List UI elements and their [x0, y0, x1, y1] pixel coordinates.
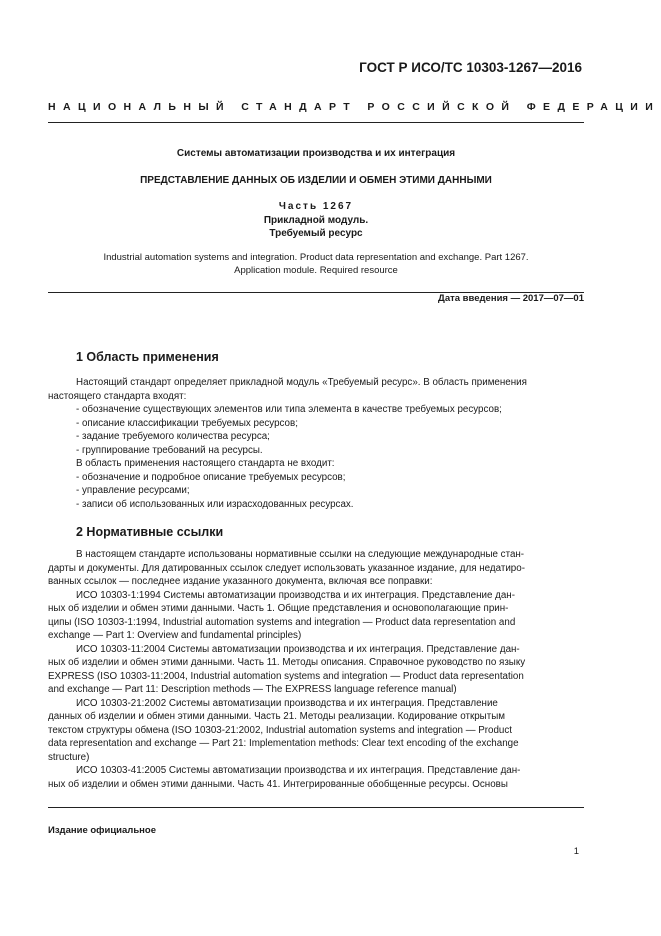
english-title: [48, 251, 584, 277]
footer-divider: [48, 807, 584, 808]
list-item: - группирование требований на ресурсы.: [76, 444, 263, 456]
section-1-heading: 1 Область применения: [76, 350, 219, 364]
section-2-body: [48, 548, 582, 791]
national-standard-banner: НАЦИОНАЛЬНЫЙ СТАНДАРТ РОССИЙСКОЙ ФЕДЕРАЦИИ: [48, 101, 661, 113]
list-item: - задание требуемого количества ресурса;: [76, 431, 270, 442]
paragraph-line: настоящего стандарта входят:: [48, 390, 187, 402]
page-number: 1: [573, 846, 579, 857]
official-edition-label: Издание официальное: [48, 825, 156, 836]
reference-line: ных об изделии и обмен этими данными. Часть 1. Общие представления и основополагающие прин-: [48, 603, 509, 614]
resource-label: Требуемый ресурс: [269, 228, 363, 239]
title-main: ПРЕДСТАВЛЕНИЕ ДАННЫХ ОБ ИЗДЕЛИИ И ОБМЕН ЭТИМИ ДАННЫМИ: [140, 175, 492, 186]
date-of-introduction: Дата введения — 2017—07—01: [438, 293, 584, 304]
list-item: - управление ресурсами;: [76, 485, 190, 496]
part-label: Часть 1267: [278, 201, 354, 212]
reference-line: EXPRESS (ISO 10303-11:2004, Industrial automation systems and integration — Product data representation: [48, 670, 524, 682]
paragraph-line: В настоящем стандарте использованы нормативные ссылки на следующие международные стан-: [76, 549, 525, 560]
reference-line: and exchange — Part 11: Description methods — The EXPRESS language reference manual): [48, 684, 457, 695]
reference-line: ципы (ISO 10303-1:1994, Industrial automation systems and integration — Product data representation and: [48, 616, 516, 628]
list-item: - обозначение и подробное описание требуемых ресурсов;: [76, 471, 346, 483]
reference-line: structure): [48, 751, 90, 763]
reference-line: exchange — Part 1: Overview and fundamental principles): [48, 630, 302, 641]
reference-line: data representation and exchange — Part 21: Implementation methods: Clear text encoding of the exchange: [48, 738, 519, 749]
paragraph-line: ванных ссылок — последнее издание указанного документа, включая все поправки:: [48, 576, 433, 587]
title-systems: Системы автоматизации производства и их интеграция: [176, 148, 456, 159]
reference-line: ИСО 10303-11:2004 Системы автоматизации производства и их интеграция. Представление дан-: [76, 643, 520, 655]
title-part-block: [48, 200, 584, 241]
module-label: Прикладной модуль.: [263, 214, 369, 226]
list-item: - обозначение существующих элементов или типа элемента в качестве требуемых ресурсов;: [76, 404, 502, 415]
list-item: - описание классификации требуемых ресурсов;: [76, 417, 298, 429]
section-1-body: [48, 376, 582, 511]
reference-line: ных об изделии и обмен этими данными. Часть 11. Методы описания. Справочное руководство по языку: [48, 657, 526, 668]
english-title-line-1: Industrial automation systems and integration. Product data representation and exchange. Part 1267.: [103, 252, 529, 263]
paragraph-line: дарты и документы. Для датированных ссылок следует использовать указанное издание, для недатиро-: [48, 562, 525, 574]
reference-line: ных об изделии и обмен этими данными. Часть 41. Интегрированные обобщенные ресурсы. Основы: [48, 778, 508, 790]
top-divider: [48, 122, 584, 123]
reference-line: данных об изделии и обмен этими данными. Часть 21. Методы реализации. Кодирование открытым: [48, 711, 505, 722]
reference-line: ИСО 10303-21:2002 Системы автоматизации производства и их интеграция. Представление: [76, 697, 498, 709]
reference-line: текстом структуры обмена (ISO 10303-21:2002, Industrial automation systems and integration — Product: [48, 724, 512, 736]
reference-line: ИСО 10303-41:2005 Системы автоматизации производства и их интеграция. Представление дан-: [76, 765, 521, 776]
list-item: - записи об использованных или израсходованных ресурсах.: [76, 498, 354, 510]
reference-line: ИСО 10303-1:1994 Системы автоматизации производства и их интеграция. Представление дан-: [76, 589, 515, 601]
english-title-line-2: Application module. Required resource: [234, 265, 398, 276]
section-2-heading: 2 Нормативные ссылки: [76, 525, 224, 539]
standard-code: ГОСТ Р ИСО/ТС 10303-1267—2016: [359, 60, 582, 75]
paragraph-line: Настоящий стандарт определяет прикладной модуль «Требуемый ресурс». В область применения: [76, 377, 527, 388]
paragraph-line: В область применения настоящего стандарта не входит:: [76, 458, 335, 469]
